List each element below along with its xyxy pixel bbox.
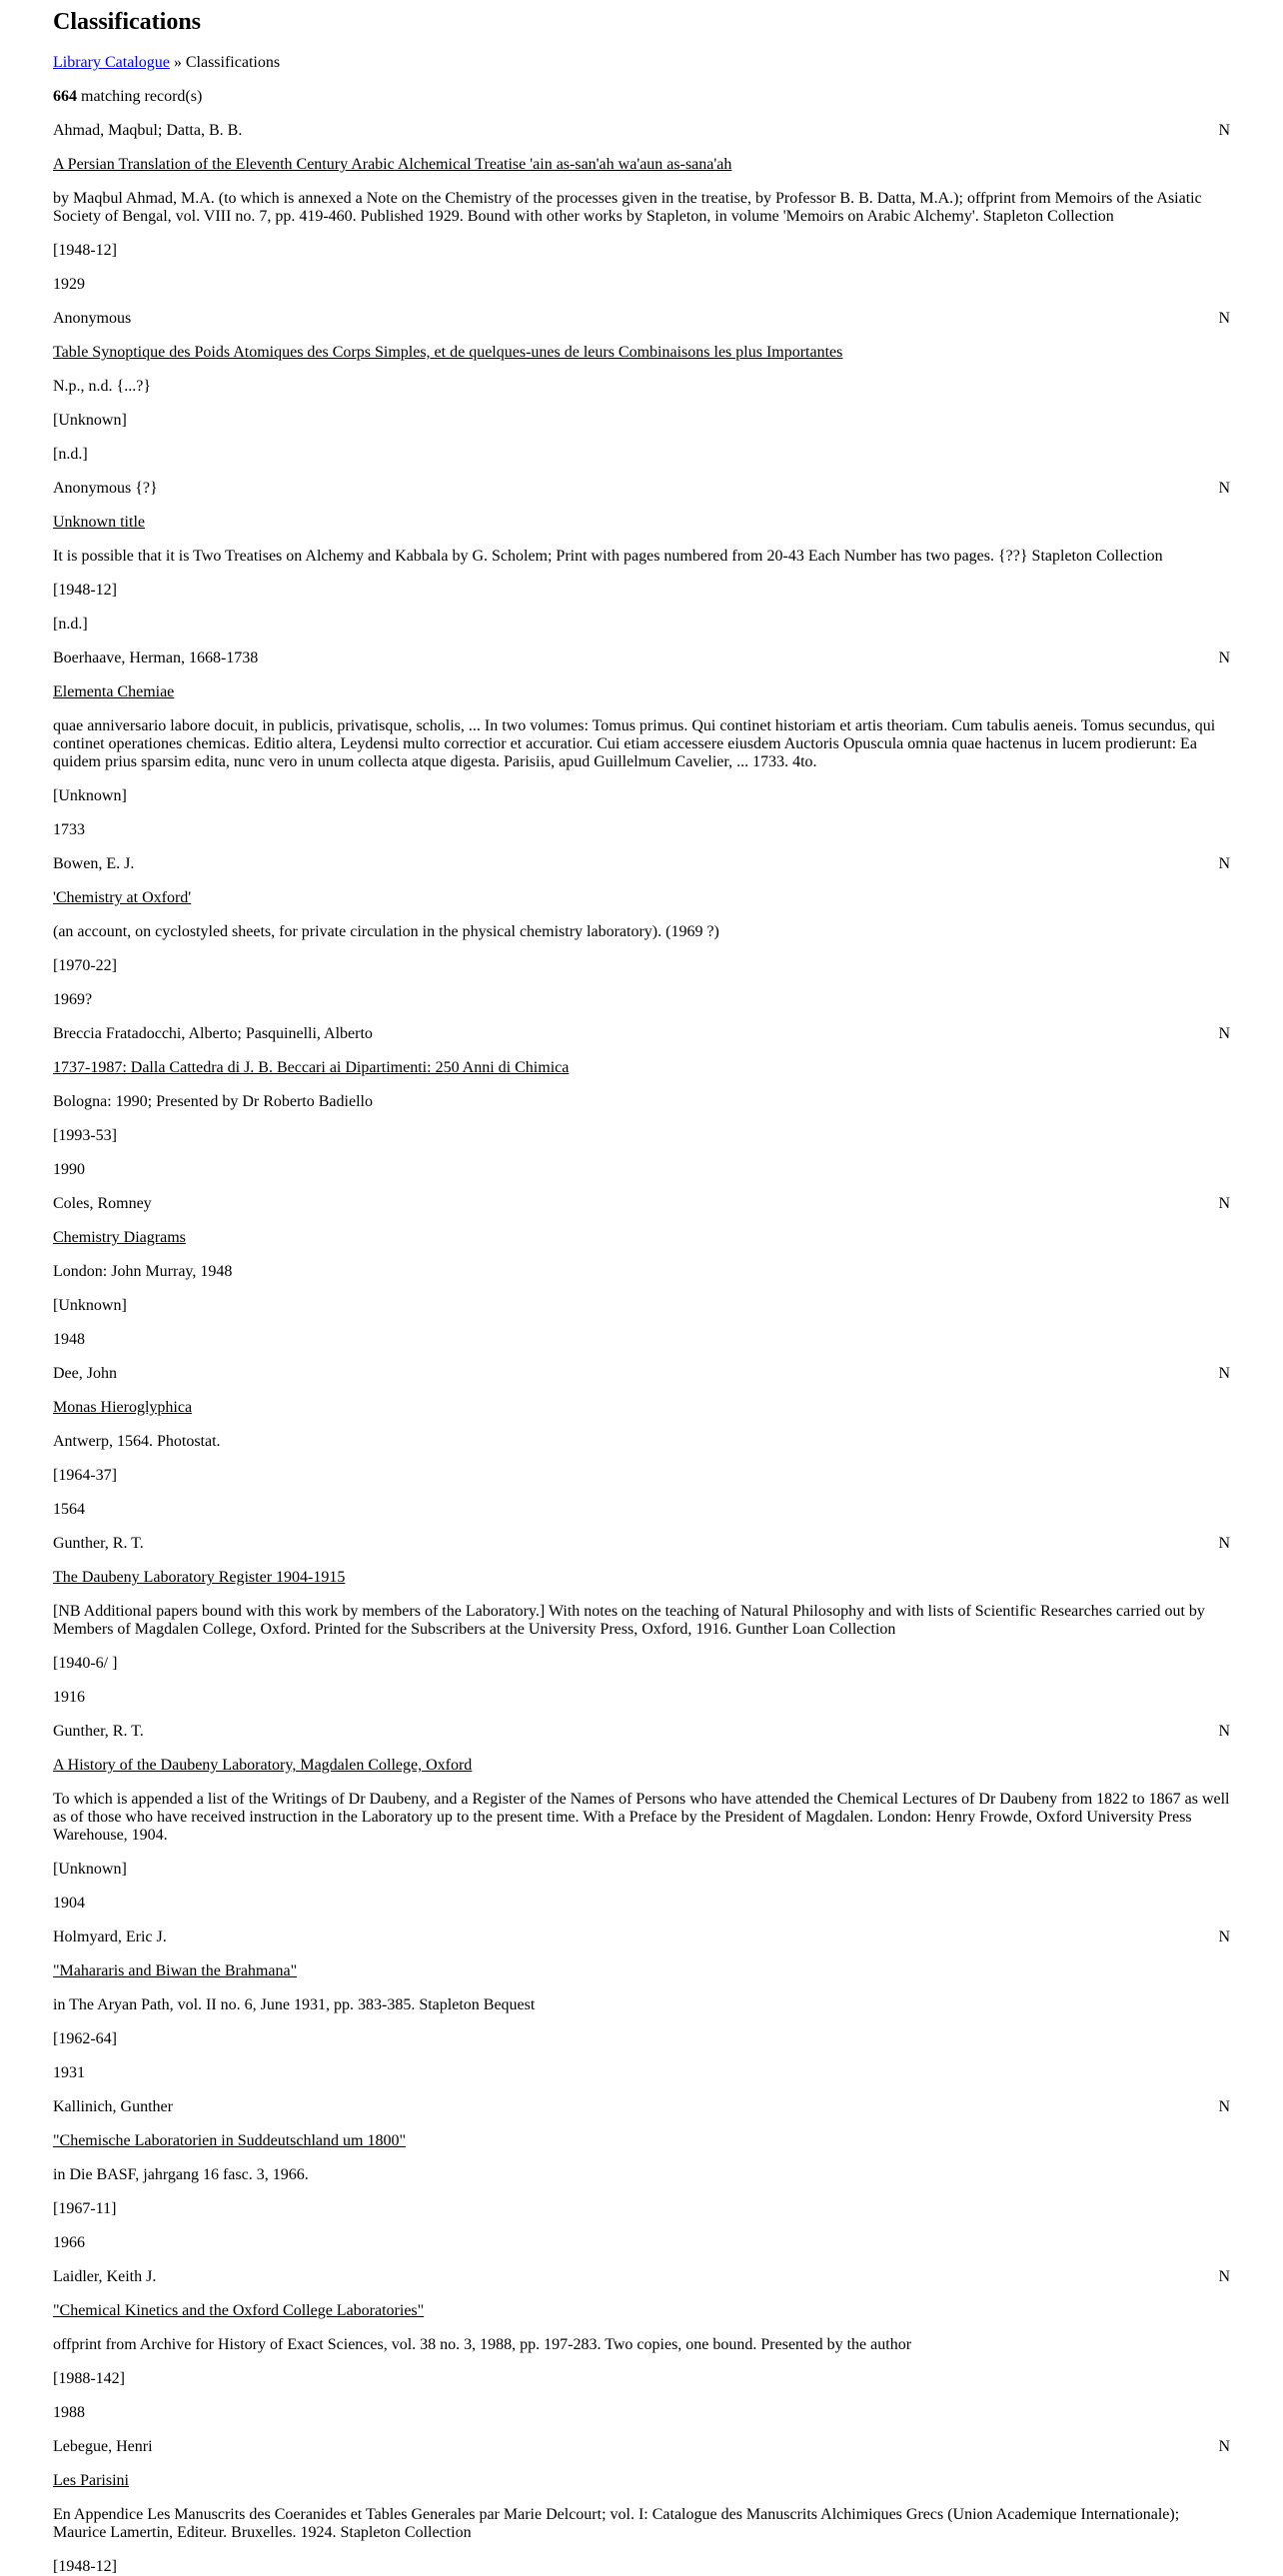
record-entry <box>53 480 1230 634</box>
record-flag: N <box>1218 1195 1230 1212</box>
record-author: Bowen, E. J. <box>53 855 135 872</box>
record-title-link[interactable]: Les Parisini <box>53 2472 129 2489</box>
record-author-row <box>53 2438 1230 2456</box>
record-title-row <box>53 683 1230 701</box>
record-date: 1929 <box>53 276 85 293</box>
record-entry <box>53 1195 1230 1349</box>
record-author: Anonymous {?} <box>53 480 158 497</box>
record-date: 1916 <box>53 1689 85 1706</box>
record-author-row <box>53 649 1230 667</box>
record-author: Dee, John <box>53 1365 117 1382</box>
record-title-row <box>53 514 1230 532</box>
record-flag: N <box>1218 649 1230 666</box>
record-title-row <box>53 1962 1230 1980</box>
record-description: by Maqbul Ahmad, M.A. (to which is annexed a Note on the Chemistry of the processes given in the treatise, by Professor B. B. Datta, M.A.); offprint from Memoirs of the Asiatic Society of Bengal, vol. VIII no. 7, pp. 419-460. Published 1929. Bound with other works by Stapleton, in volume 'Memoirs on Arabic Alchemy'. Stapleton Collection <box>53 190 1202 225</box>
record-author: Ahmad, Maqbul; Datta, B. B. <box>53 122 243 139</box>
record-title-link[interactable]: "Chemical Kinetics and the Oxford College Laboratories" <box>53 2302 425 2319</box>
record-shelfmark: [Unknown] <box>53 787 127 804</box>
record-title-link[interactable]: Monas Hieroglyphica <box>53 1399 193 1416</box>
record-title-link[interactable]: Elementa Chemiae <box>53 683 175 700</box>
record-title-row <box>53 1229 1230 1247</box>
record-description: N.p., n.d. {...?} <box>53 378 152 395</box>
record-shelfmark: [Unknown] <box>53 412 127 429</box>
record-author-row <box>53 2098 1230 2116</box>
record-author: Kallinich, Gunther <box>53 2098 173 2115</box>
record-shelfmark: [1964-37] <box>53 1467 117 1484</box>
record-flag: N <box>1218 2098 1230 2115</box>
record-shelfmark: [1948-12] <box>53 242 117 259</box>
record-date: 1904 <box>53 1895 85 1912</box>
record-description: En Appendice Les Manuscrits des Coeranides et Tables Generales par Marie Delcourt; vol. I: Catalogue des Manuscrits Alchimiques Grecs (Union Academique Internationale); Maurice Lamertin, Editeur. Bruxelles. 1924. Stapleton Collection <box>53 2506 1180 2541</box>
record-author: Breccia Fratadocchi, Alberto; Pasquinelli, Alberto <box>53 1025 373 1042</box>
record-description: (an account, on cyclostyled sheets, for private circulation in the physical chemistry laboratory). (1969 ?) <box>53 923 719 940</box>
record-flag: N <box>1218 1535 1230 1552</box>
record-title-row <box>53 344 1230 362</box>
record-title-link[interactable]: Chemistry Diagrams <box>53 1229 186 1246</box>
record-title-link[interactable]: A Persian Translation of the Eleventh Century Arabic Alchemical Treatise 'ain as-san'ah wa'aun as-sana'ah <box>53 156 732 173</box>
record-author: Boerhaave, Herman, 1668-1738 <box>53 649 259 666</box>
record-shelfmark: [1962-64] <box>53 2030 117 2047</box>
record-description: To which is appended a list of the Writings of Dr Daubeny, and a Register of the Names of Persons who have attended the Chemical Lectures of Dr Daubeny from 1822 to 1867 as well as of those who have received instruction in the Laboratory up to the present time. With a Preface by the President of Magdalen. London: Henry Frowde, Oxford University Press Warehouse, 1904. <box>53 1791 1230 1844</box>
record-author: Gunther, R. T. <box>53 1535 144 1552</box>
record-shelfmark: [1988-142] <box>53 2370 125 2387</box>
record-author-row <box>53 122 1230 140</box>
record-description: Bologna: 1990; Presented by Dr Roberto Badiello <box>53 1093 373 1110</box>
record-shelfmark: [1993-53] <box>53 1127 117 1144</box>
breadcrumb-current: Classifications <box>185 54 281 71</box>
record-author-row <box>53 1365 1230 1383</box>
record-shelfmark: [1967-11] <box>53 2200 117 2217</box>
record-flag: N <box>1218 1929 1230 1945</box>
record-flag: N <box>1218 2438 1230 2455</box>
record-date: 1564 <box>53 1501 85 1518</box>
record-author-row <box>53 1535 1230 1553</box>
record-date: 1733 <box>53 821 85 838</box>
record-entry <box>53 649 1230 839</box>
record-date: 1966 <box>53 2234 85 2251</box>
record-shelfmark: [Unknown] <box>53 1861 127 1878</box>
page-title: Classifications <box>53 9 202 35</box>
record-shelfmark: [Unknown] <box>53 1297 127 1314</box>
record-author: Gunther, R. T. <box>53 1723 144 1740</box>
record-author-row <box>53 2268 1230 2286</box>
record-description: in Die BASF, jahrgang 16 fasc. 3, 1966. <box>53 2166 309 2183</box>
record-title-row <box>53 2472 1230 2490</box>
record-shelfmark: [1948-12] <box>53 2558 117 2575</box>
record-author: Coles, Romney <box>53 1195 152 1212</box>
record-title-row <box>53 1059 1230 1077</box>
record-list <box>53 122 1230 2576</box>
record-title-row <box>53 889 1230 907</box>
record-author-row <box>53 310 1230 328</box>
record-title-row <box>53 2132 1230 2150</box>
record-entry <box>53 2438 1230 2576</box>
result-count-suffix: matching record(s) <box>81 88 203 105</box>
record-author-row <box>53 855 1230 873</box>
record-title-link[interactable]: Table Synoptique des Poids Atomiques des Corps Simples, et de quelques-unes de leurs Combinaisons les plus Importantes <box>53 344 843 361</box>
record-flag: N <box>1218 855 1230 872</box>
record-title-link[interactable]: 1737-1987: Dalla Cattedra di J. B. Beccari ai Dipartimenti: 250 Anni di Chimica <box>53 1059 570 1076</box>
record-author-row <box>53 1723 1230 1741</box>
record-description: London: John Murray, 1948 <box>53 1263 233 1280</box>
record-title-link[interactable]: 'Chemistry at Oxford' <box>53 889 192 906</box>
record-title-link[interactable]: "Chemische Laboratorien in Suddeutschland um 1800" <box>53 2132 406 2149</box>
record-author: Holmyard, Eric J. <box>53 1929 167 1945</box>
breadcrumb <box>53 54 1230 72</box>
record-description: Antwerp, 1564. Photostat. <box>53 1433 221 1450</box>
record-description: [NB Additional papers bound with this work by members of the Laboratory.] With notes on the teaching of Natural Philosophy and with lists of Scientific Researches carried out by Members of Magdalen College, Oxford. Printed for the Subscribers at the University Press, Oxford, 1916. Gunther Loan Collection <box>53 1603 1205 1638</box>
record-date: 1969? <box>53 991 93 1008</box>
record-flag: N <box>1218 122 1230 139</box>
breadcrumb-link-library-catalogue[interactable]: Library Catalogue <box>53 54 170 71</box>
record-date: [n.d.] <box>53 446 88 463</box>
record-title-link[interactable]: A History of the Daubeny Laboratory, Magdalen College, Oxford <box>53 1757 473 1774</box>
record-entry <box>53 310 1230 464</box>
record-shelfmark: [1948-12] <box>53 582 117 599</box>
record-flag: N <box>1218 480 1230 497</box>
record-title-row <box>53 156 1230 174</box>
record-shelfmark: [1940-6/ ] <box>53 1655 118 1672</box>
record-date: 1931 <box>53 2064 85 2081</box>
record-entry <box>53 2268 1230 2422</box>
record-author-row <box>53 1195 1230 1213</box>
record-entry <box>53 1929 1230 2082</box>
record-author-row <box>53 1929 1230 1946</box>
record-shelfmark: [1970-22] <box>53 957 117 974</box>
record-author-row <box>53 1025 1230 1043</box>
record-author: Anonymous <box>53 310 132 327</box>
record-entry <box>53 2098 1230 2252</box>
record-entry <box>53 1723 1230 1913</box>
record-flag: N <box>1218 1025 1230 1042</box>
record-author: Laidler, Keith J. <box>53 2268 157 2285</box>
record-author: Lebegue, Henri <box>53 2438 153 2455</box>
record-entry <box>53 122 1230 294</box>
record-entry <box>53 1535 1230 1707</box>
page <box>0 8 1283 2576</box>
record-date: 1948 <box>53 1331 85 1348</box>
record-title-link[interactable]: The Daubeny Laboratory Register 1904-1915 <box>53 1569 346 1586</box>
record-title-link[interactable]: "Mahararis and Biwan the Brahmana" <box>53 1962 298 1979</box>
record-flag: N <box>1218 310 1230 327</box>
record-title-row <box>53 1757 1230 1775</box>
record-date: [n.d.] <box>53 616 88 633</box>
record-title-link[interactable]: Unknown title <box>53 514 145 531</box>
breadcrumb-separator: » <box>173 54 182 71</box>
record-flag: N <box>1218 2268 1230 2285</box>
record-title-row <box>53 1569 1230 1587</box>
record-flag: N <box>1218 1365 1230 1382</box>
record-title-row <box>53 1399 1230 1417</box>
record-title-row <box>53 2302 1230 2320</box>
record-author-row <box>53 480 1230 498</box>
record-date: 1988 <box>53 2404 85 2421</box>
record-entry <box>53 855 1230 1009</box>
record-entry <box>53 1025 1230 1179</box>
record-entry <box>53 1365 1230 1519</box>
record-description: offprint from Archive for History of Exact Sciences, vol. 38 no. 3, 1988, pp. 197-283. Two copies, one bound. Presented by the author <box>53 2336 912 2353</box>
record-description: in The Aryan Path, vol. II no. 6, June 1931, pp. 383-385. Stapleton Bequest <box>53 1996 536 2013</box>
record-description: It is possible that it is Two Treatises on Alchemy and Kabbala by G. Scholem; Print with pages numbered from 20-43 Each Number has two pages. {??} Stapleton Collection <box>53 548 1163 565</box>
record-date: 1990 <box>53 1161 85 1178</box>
record-flag: N <box>1218 1723 1230 1740</box>
result-count <box>53 88 1230 106</box>
result-count-number: 664 <box>53 88 77 105</box>
record-description: quae anniversario labore docuit, in publicis, privatisque, scholis, ... In two volumes: Tomus primus. Qui continet historiam et artis theoriam. Cum tabulis aeneis. Tomus secundus, qui continet operationes chemicas. Editio altera, Leydensi multo correctior et accuratior. Cui etiam accessere eiusdem Auctoris Opuscula omnia quae hactenus in lucem prodierunt: Ea quidem prius sparsim edita, nunc vero in unum collecta atque digesta. Parisiis, apud Guillelmum Cavelier, ... 1733. 4to. <box>53 717 1216 770</box>
